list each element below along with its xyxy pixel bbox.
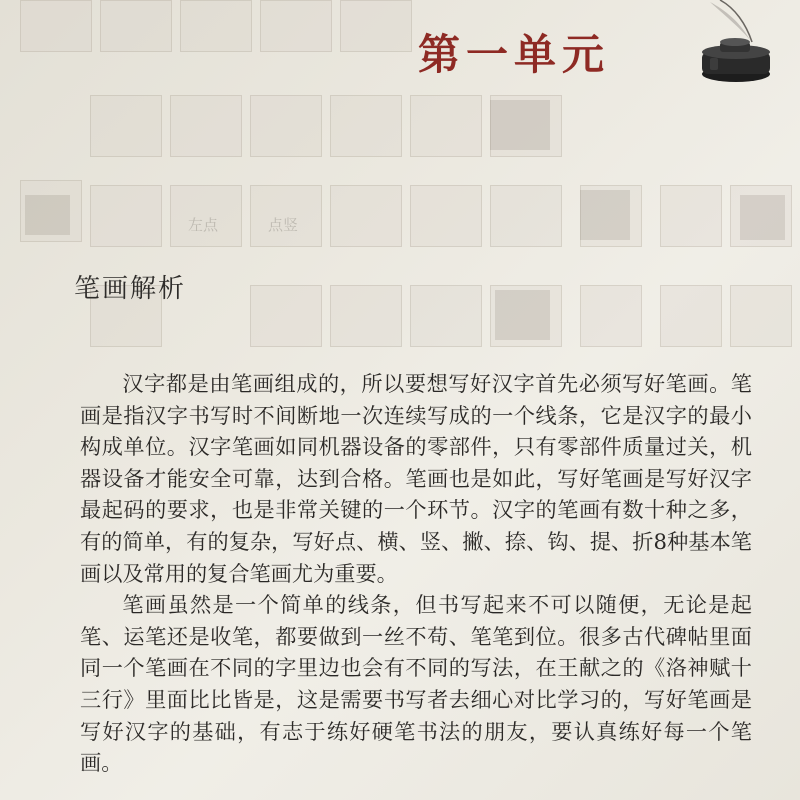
paragraph: 笔画虽然是一个简单的线条，但书写起来不可以随便，无论是起笔、运笔还是收笔，都要做到一丝不苟、笔笔到位。很多古代碑帖里面同一个笔画在不同的字里边也会有不同的写法，在王献之的《洛神赋十三行》里面比比皆是，这是需要书写者去细心对比学习的，写好笔画是写好汉字的基础，有志于练好硬笔书法的朋友，要认真练好每一个笔画。	[80, 592, 752, 776]
unit-title: 第一单元	[418, 30, 611, 79]
body-text	[80, 368, 752, 779]
inkwell-quill-icon	[680, 0, 780, 90]
paragraph: 汉字都是由笔画组成的，所以要想写好汉字首先必须写好笔画。笔画是指汉字书写时不间断地一次连续写成的一个线条，它是汉字的最小构成单位。汉字笔画如同机器设备的零部件，只有零部件质量过关，机器设备才能安全可靠，达到合格。笔画也是如此，写好笔画是写好汉字最起码的要求，也是非常关键的一个环节。汉字的笔画有数十种之多，有的简单，有的复杂，写好点、横、竖、撇、捺、钩、提、折8种基本笔画以及常用的复合笔画尤为重要。	[80, 371, 752, 586]
ghost-label: 点竖	[268, 216, 299, 234]
section-heading: 笔画解析	[74, 274, 187, 304]
ghost-label: 左点	[188, 216, 219, 234]
